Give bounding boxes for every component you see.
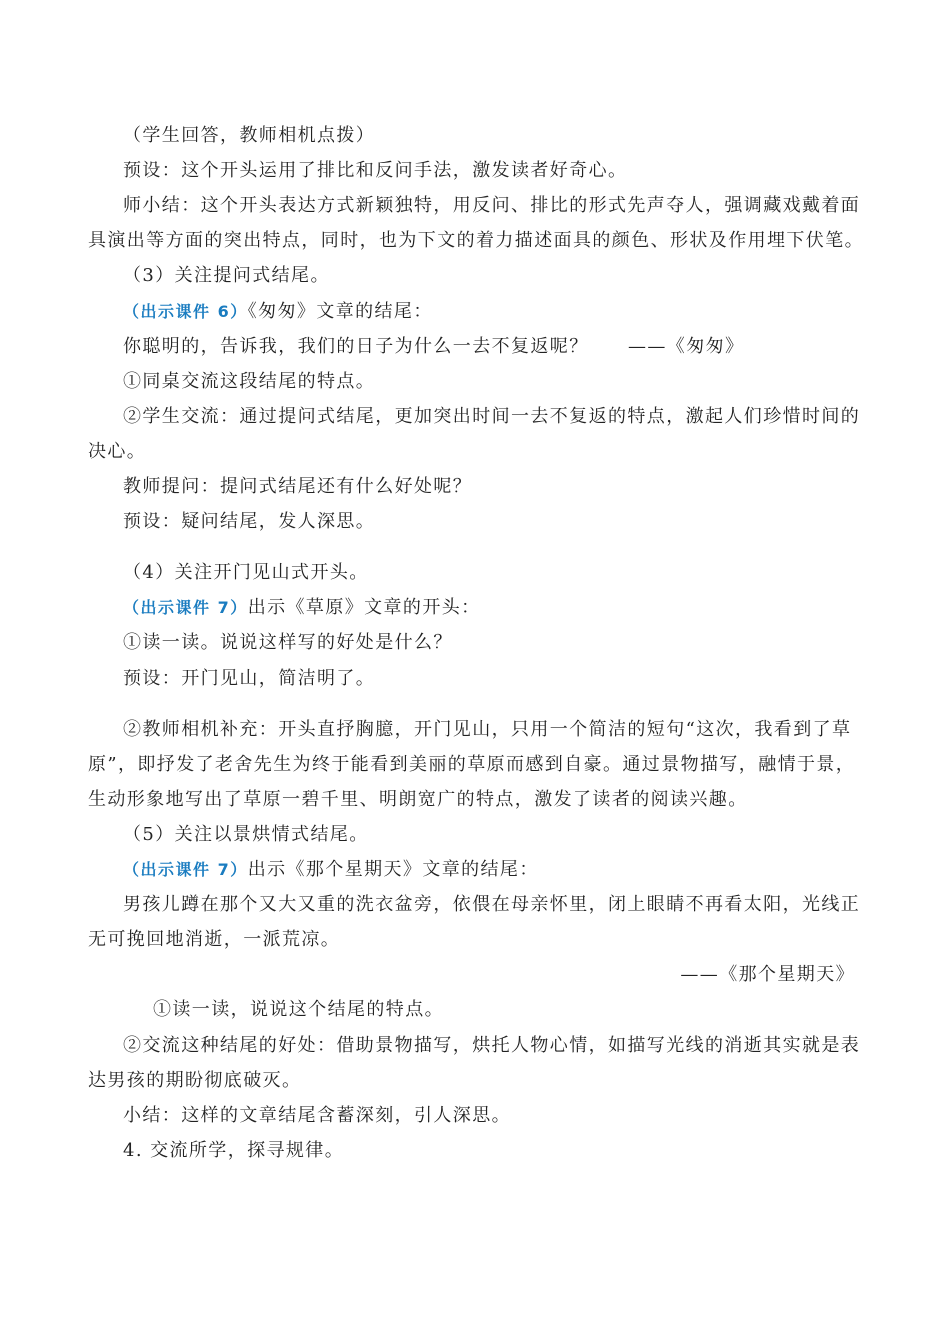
text-line: （学生回答，教师相机点拨） bbox=[123, 125, 376, 146]
quote-line: 男孩儿蹲在那个又大又重的洗衣盆旁，依偎在母亲怀里，闭上眼睛不再看太阳，光线正 bbox=[123, 894, 861, 915]
text-line: ①读一读。说说这样写的好处是什么？ bbox=[123, 632, 453, 653]
text-line: 预设：开门见山，简洁明了。 bbox=[123, 668, 376, 689]
text-line: ②教师相机补充：开头直抒胸臆，开门见山，只用一个简洁的短句“这次，我看到了草 bbox=[123, 719, 852, 740]
courseware-line bbox=[123, 300, 433, 324]
text: 出示《那个星期天》文章的结尾： bbox=[247, 859, 539, 880]
text-line: ①读一读，说说这个结尾的特点。 bbox=[153, 999, 444, 1020]
section-heading: （4）关注开门见山式开头。 bbox=[123, 562, 369, 583]
text-line: 原”，即抒发了老舍先生为终于能看到美丽的草原而感到自豪。通过景物描写，融情于景， bbox=[88, 754, 856, 775]
text-line: 预设：这个开头运用了排比和反问手法，激发读者好奇心。 bbox=[123, 160, 628, 181]
courseware-tag: （出示课件 7） bbox=[123, 598, 248, 617]
courseware-tag: （出示课件 6） bbox=[123, 302, 248, 321]
text-line: ①同桌交流这段结尾的特点。 bbox=[123, 371, 376, 392]
text-line: ②交流这种结尾的好处：借助景物描写，烘托人物心情，如描写光线的消逝其实就是表 bbox=[123, 1035, 861, 1056]
text-line: 达男孩的期盼彻底破灭。 bbox=[88, 1070, 302, 1091]
text-line: 生动形象地写出了草原一碧千里、明朗宽广的特点，激发了读者的阅读兴趣。 bbox=[88, 789, 748, 810]
text: 《匆匆》文章的结尾： bbox=[247, 301, 433, 322]
text: 出示《草原》文章的开头： bbox=[247, 597, 481, 618]
quote-line: 你聪明的，告诉我，我们的日子为什么一去不复返呢？ bbox=[123, 336, 589, 357]
section-heading: 4. 交流所学，探寻规律。 bbox=[123, 1140, 345, 1161]
text-line: ②学生交流：通过提问式结尾，更加突出时间一去不复返的特点，激起人们珍惜时间的 bbox=[123, 406, 861, 427]
text-line: 具演出等方面的突出特点，同时，也为下文的着力描述面具的颜色、形状及作用埋下伏笔。 bbox=[88, 230, 864, 251]
courseware-line bbox=[123, 596, 481, 620]
courseware-line bbox=[123, 858, 539, 882]
quote-source: ——《那个星期天》 bbox=[680, 964, 855, 985]
quote-line: 无可挽回地消逝，一派荒凉。 bbox=[88, 929, 341, 950]
text-line: 决心。 bbox=[88, 441, 147, 462]
section-heading: （3）关注提问式结尾。 bbox=[123, 265, 330, 286]
section-heading: （5）关注以景烘情式结尾。 bbox=[123, 824, 369, 845]
quote-source: ——《匆匆》 bbox=[628, 336, 745, 357]
text-line: 预设：疑问结尾，发人深思。 bbox=[123, 511, 376, 532]
text-line: 教师提问：提问式结尾还有什么好处呢？ bbox=[123, 476, 473, 497]
text-line: 师小结：这个开头表达方式新颖独特，用反问、排比的形式先声夺人，强调藏戏戴着面 bbox=[123, 195, 861, 216]
text-line: 小结：这样的文章结尾含蓄深刻，引人深思。 bbox=[123, 1105, 511, 1126]
courseware-tag: （出示课件 7） bbox=[123, 860, 248, 879]
